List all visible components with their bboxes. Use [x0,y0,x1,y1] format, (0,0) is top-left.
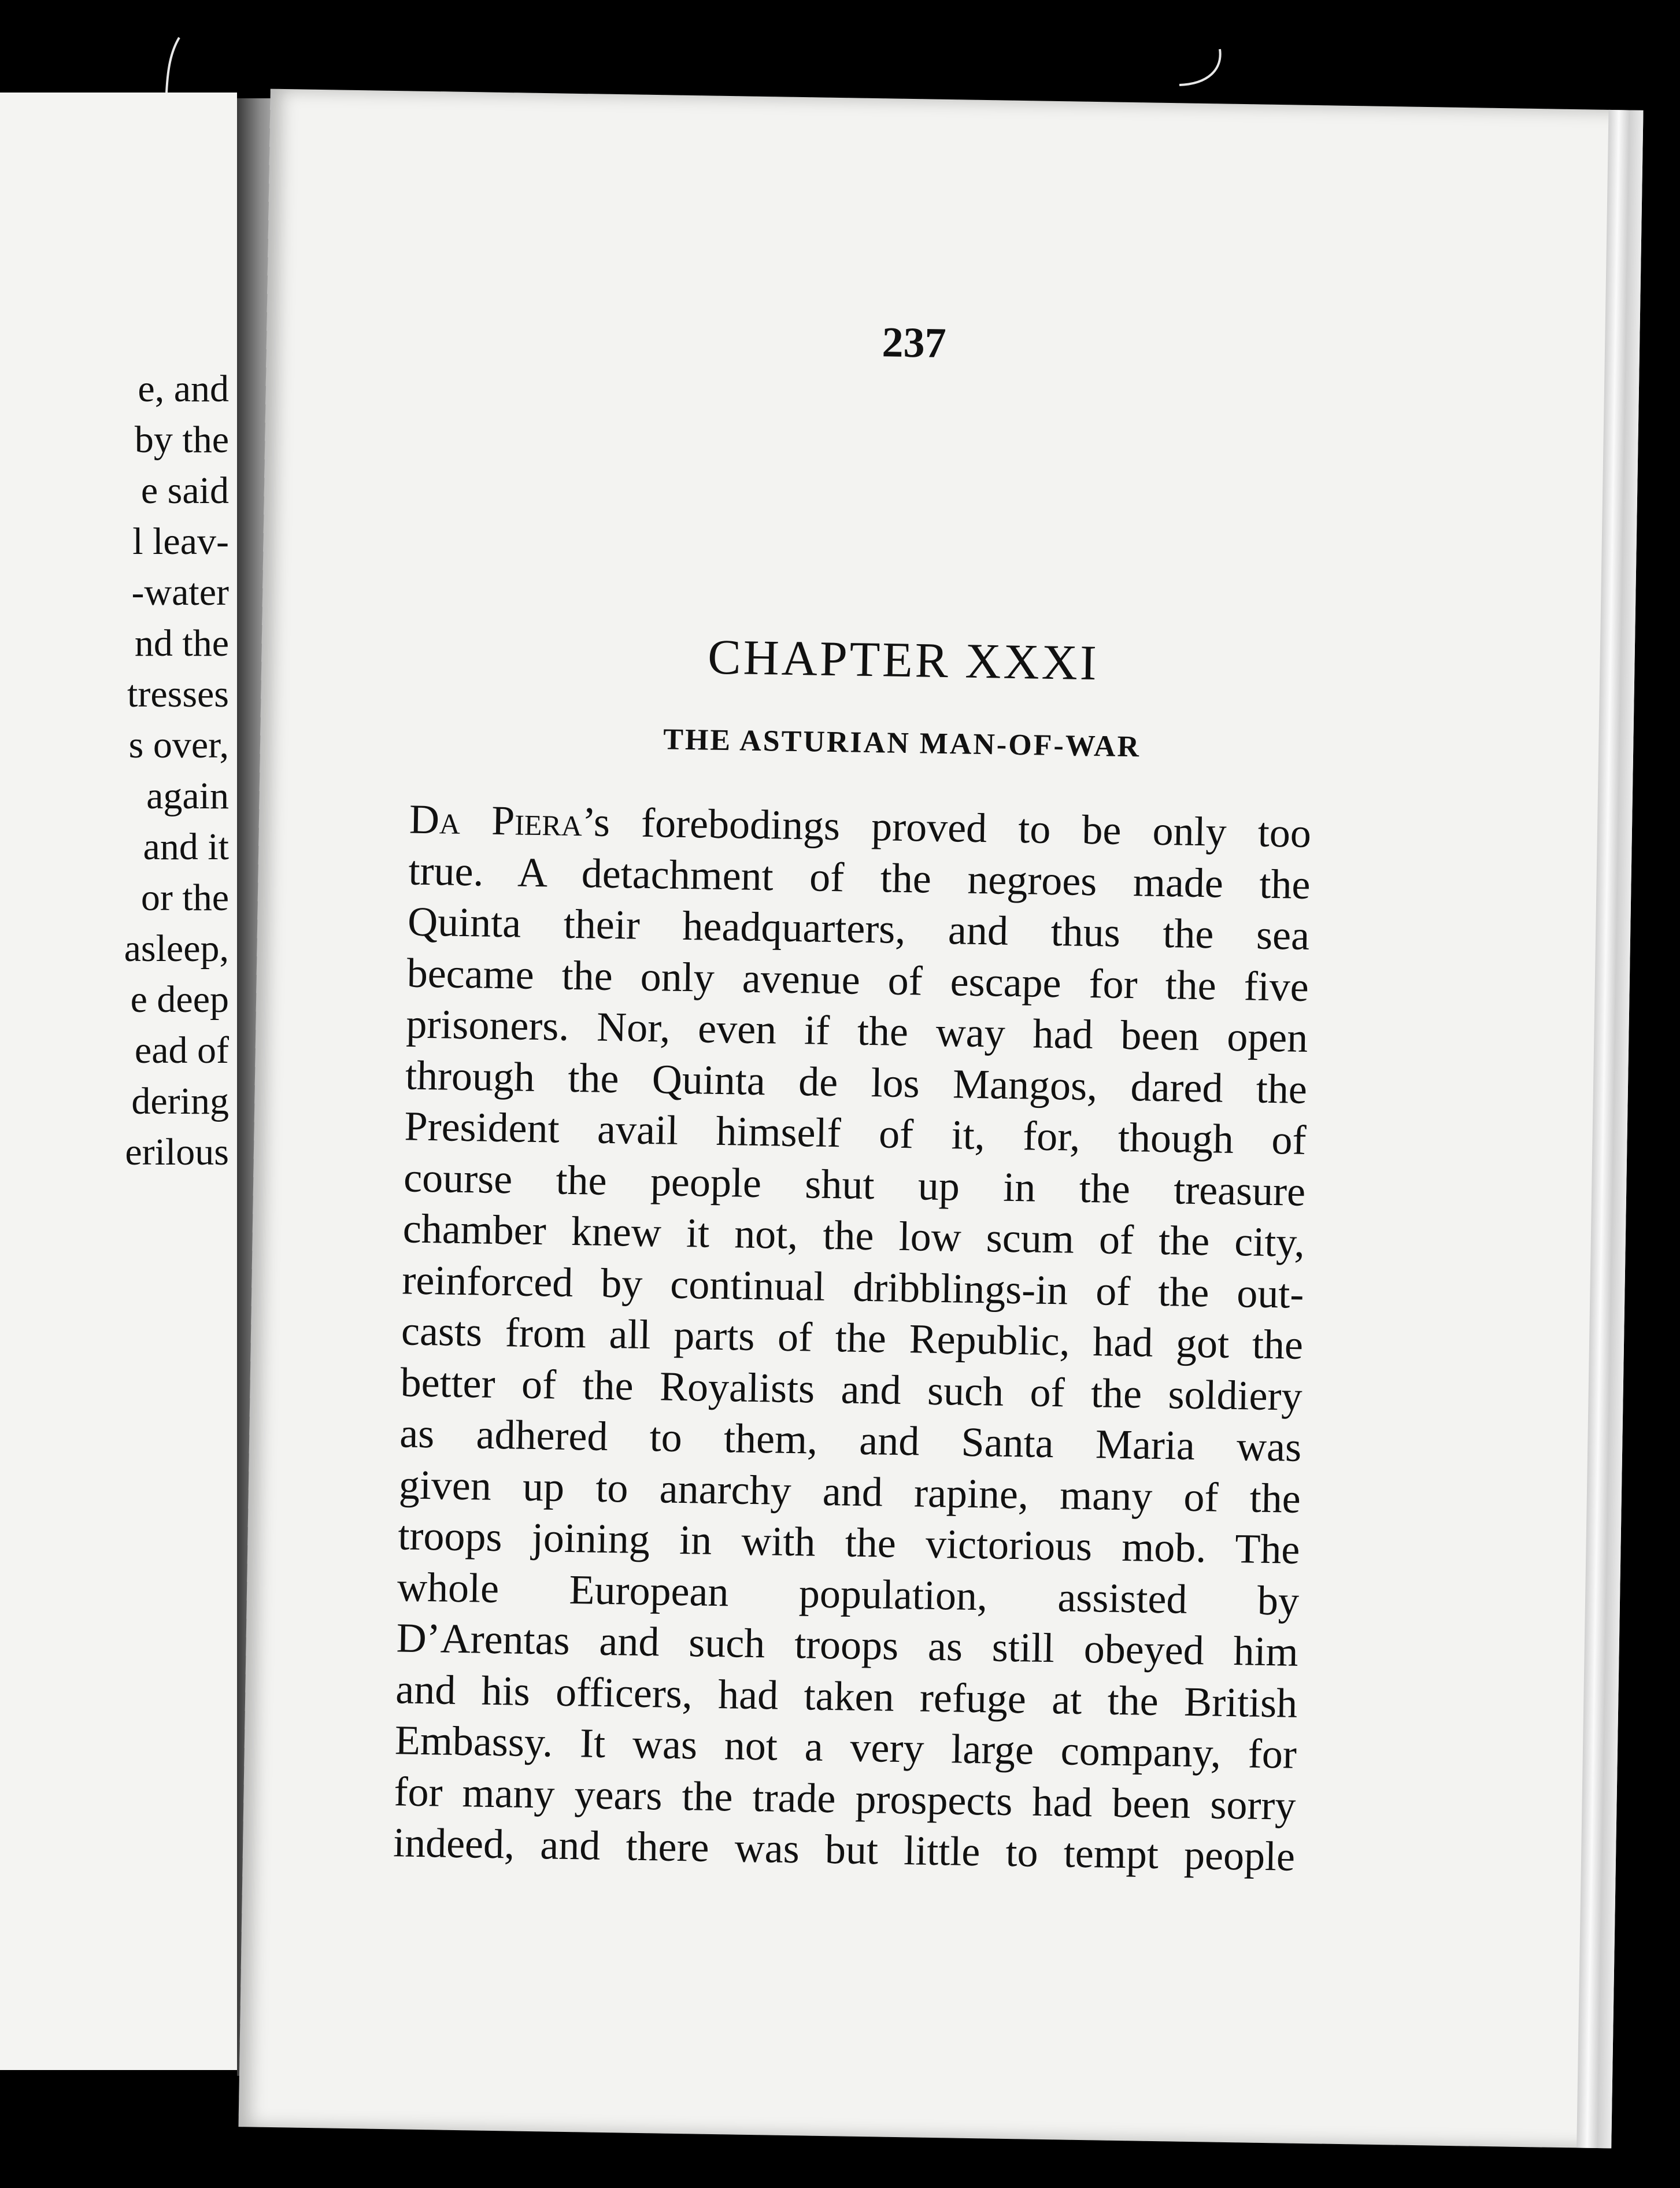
body-line: for many years the trade prospects had been sorry [393,1768,1297,1829]
body-line: prisoners. Nor, even if the way had been open [405,1000,1308,1061]
body-line: indeed, and there was but little to tempt people [393,1819,1296,1880]
body-line: through the Quinta de los Mangos, dared the [405,1051,1308,1113]
body-line: course the people shut up in the treasure [403,1154,1306,1215]
left-page-line: asleep, [124,927,229,970]
left-page-line: -water [131,571,229,613]
left-page-line: e said [140,470,229,512]
scratch-mark-right [1168,43,1237,95]
left-page-line: or the [140,877,229,919]
body-line: given up to anarchy and rapine, many of the [398,1461,1301,1522]
body-line: chamber knew it not, the low scum of the city, [402,1205,1305,1266]
left-page-line: e, and [138,368,229,410]
left-page-line: l leav- [132,520,229,563]
opening-rest: ’s forebodings proved to be only too [582,799,1312,856]
left-page-line: ead of [134,1029,229,1071]
page-number: 237 [881,319,947,367]
body-line: true. A detachment of the negroes made the [408,847,1311,908]
page-edge [1577,110,1643,2149]
body-line: casts from all parts of the Republic, had got the [401,1307,1304,1368]
left-page-line: nd the [134,622,229,664]
body-line: as adhered to them, and Santa Maria was [399,1410,1302,1470]
body-line: D’Arentas and such troops as still obeyed him [396,1614,1299,1675]
left-page-line: s over, [128,724,229,766]
left-page-line: and it [143,826,229,868]
body-line: better of the Royalists and such of the soldiery [400,1358,1303,1420]
left-page [0,93,237,2070]
body-line: reinforced by continual dribblings-in of the out- [401,1256,1304,1317]
body-line: Quinta their headquarters, and thus the sea [407,898,1310,959]
right-page [238,89,1643,2149]
left-page-line: e deep [130,978,229,1021]
body-line: and his officers, had taken refuge at the British [395,1665,1298,1727]
chapter-subtitle: THE ASTURIAN MAN-OF-WAR [663,723,1141,764]
body-line: whole European population, assisted by [397,1563,1300,1624]
body-line: troops joining in with the victorious mob. The [397,1512,1300,1573]
body-line: Embassy. It was not a very large company, for [394,1717,1297,1777]
body-text [393,793,1312,1882]
left-page-line: dering [131,1080,229,1122]
scratch-mark-left [156,35,191,98]
left-page-line: erilous [125,1131,229,1173]
left-page-line: again [146,775,229,817]
chapter-title: CHAPTER XXXI [707,629,1100,691]
body-line: President avail himself of it, for, though of [404,1103,1307,1163]
opening-name: Da Piera [409,796,583,845]
body-line: became the only avenue of escape for the five [406,949,1309,1010]
left-page-line: by the [134,419,229,461]
left-page-line: tresses [127,673,229,715]
